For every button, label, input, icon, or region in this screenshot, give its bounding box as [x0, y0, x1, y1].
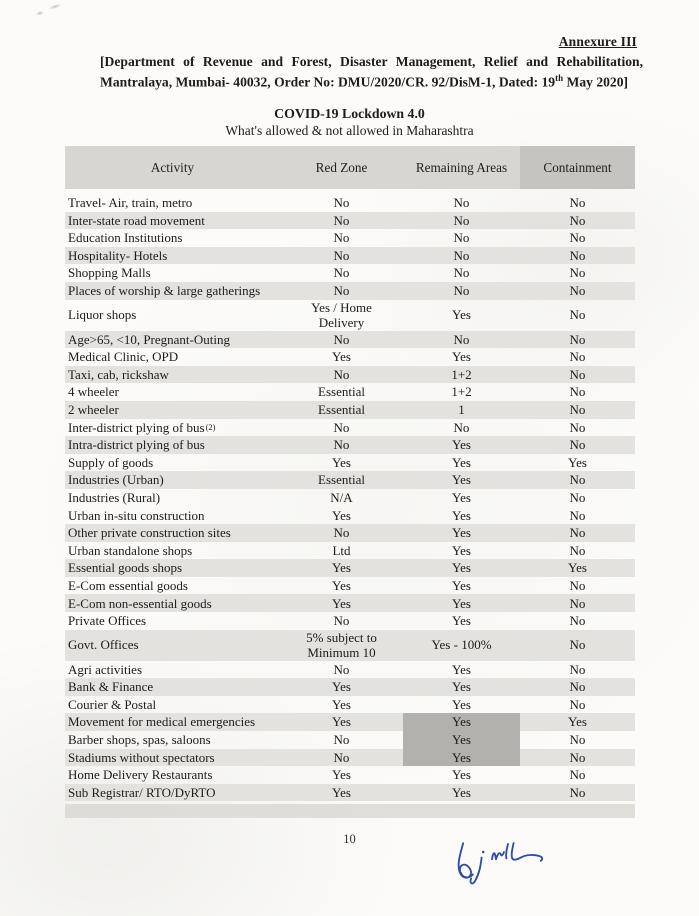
cell-red-zone: No: [333, 419, 350, 435]
column-header-activity: Activity: [150, 159, 195, 175]
cell-remaining-areas: No: [453, 195, 470, 211]
cell-containment: No: [569, 542, 586, 558]
table-row: [65, 612, 635, 630]
cell-remaining-areas: Yes: [452, 679, 471, 695]
cell-containment: Yes: [568, 560, 587, 576]
cell-red-zone: Yes: [332, 679, 351, 695]
cell-containment: No: [569, 401, 586, 417]
cell-red-zone: Essential: [318, 384, 365, 400]
cell-containment: No: [569, 489, 586, 505]
cell-remaining-areas: No: [453, 283, 470, 299]
cell-activity: Shopping Malls: [68, 265, 151, 281]
cell-red-zone: No: [333, 525, 350, 541]
cell-remaining-areas: Yes: [452, 454, 471, 470]
cell-containment: No: [569, 661, 586, 677]
cell-red-zone: Yes: [332, 560, 351, 576]
table-row: [65, 348, 635, 366]
cell-containment: No: [569, 679, 586, 695]
table-row: [65, 489, 635, 507]
column-header-remaining-areas: Remaining Areas: [415, 159, 508, 175]
cell-containment: No: [569, 577, 586, 593]
table-row: [65, 401, 635, 419]
department-order-text-tail: May 2020]: [563, 74, 629, 90]
cell-remaining-areas: Yes: [403, 749, 520, 767]
cell-activity: Essential goods shops: [68, 560, 183, 576]
cell-red-zone: No: [333, 749, 350, 765]
cell-activity: Age>65, <10, Pregnant-Outing: [68, 331, 230, 347]
cell-activity: Supply of goods: [68, 454, 154, 470]
cell-containment: No: [569, 437, 586, 453]
cell-activity: Courier & Postal: [68, 696, 157, 712]
cell-activity: Urban standalone shops: [68, 542, 193, 558]
cell-containment: No: [569, 366, 586, 382]
cell-red-zone: No: [333, 230, 350, 246]
cell-red-zone: No: [333, 283, 350, 299]
cell-activity: E-Com essential goods: [68, 577, 188, 593]
cell-activity: Private Offices: [68, 613, 147, 629]
cell-remaining-areas: No: [453, 247, 470, 263]
cell-red-zone: No: [333, 613, 350, 629]
cell-containment: No: [569, 419, 586, 435]
cell-activity: Travel- Air, train, metro: [68, 195, 193, 211]
cell-activity: Inter-district plying of bus (2): [68, 419, 216, 435]
cell-red-zone: No: [333, 195, 350, 211]
cell-activity: Places of worship & large gatherings: [68, 283, 261, 299]
cell-activity: Inter-state road movement: [68, 212, 205, 228]
scan-smudge-mark: [32, 0, 65, 24]
cell-remaining-areas: 1: [458, 401, 465, 417]
cell-activity: Other private construction sites: [68, 525, 231, 541]
cell-red-zone: No: [333, 732, 350, 748]
department-order-line: [100, 53, 643, 91]
table-row: [65, 577, 635, 595]
cell-red-zone: Essential: [318, 472, 365, 488]
cell-activity: Industries (Rural): [68, 489, 161, 505]
table-header-row: [65, 146, 635, 189]
cell-remaining-areas: Yes: [452, 595, 471, 611]
cell-remaining-areas: No: [453, 230, 470, 246]
table-bottom-band: [65, 804, 635, 818]
column-header-red-zone: Red Zone: [315, 159, 368, 175]
table-row: [65, 559, 635, 577]
cell-containment: No: [569, 732, 586, 748]
cell-activity: E-Com non-essential goods: [68, 595, 212, 611]
cell-red-zone: N/A: [330, 489, 353, 505]
table-row: [65, 731, 635, 749]
cell-containment: No: [569, 265, 586, 281]
table-row: [65, 300, 635, 331]
table-row: [65, 454, 635, 472]
cell-activity: Intra-district plying of bus: [68, 437, 205, 453]
cell-activity: Liquor shops: [68, 307, 137, 323]
cell-red-zone: No: [333, 661, 350, 677]
cell-red-zone: No: [333, 437, 350, 453]
cell-remaining-areas: Yes: [452, 307, 471, 323]
cell-activity: Urban in-situ construction: [68, 507, 205, 523]
table-row: [65, 696, 635, 714]
cell-activity: Home Delivery Restaurants: [68, 767, 213, 783]
cell-activity: Movement for medical emergencies: [68, 714, 256, 730]
cell-activity: Bank & Finance: [68, 679, 154, 695]
cell-activity: Barber shops, spas, saloons: [68, 732, 211, 748]
document-title: COVID-19 Lockdown 4.0: [274, 106, 425, 121]
cell-remaining-areas: Yes: [452, 437, 471, 453]
cell-containment: No: [569, 595, 586, 611]
cell-containment: Yes: [568, 454, 587, 470]
cell-activity: Agri activities: [68, 661, 143, 677]
cell-remaining-areas: 1+2: [451, 366, 472, 382]
table-row: [65, 331, 635, 349]
cell-activity: Stadiums without spectators: [68, 749, 215, 765]
table-row: [65, 419, 635, 437]
cell-red-zone: Yes / Home Delivery: [311, 299, 372, 331]
cell-red-zone: 5% subject to Minimum 10: [306, 629, 377, 661]
column-header-containment: Containment: [520, 146, 635, 189]
cell-red-zone: Yes: [332, 507, 351, 523]
cell-activity: Education Institutions: [68, 230, 183, 246]
cell-remaining-areas: Yes: [452, 661, 471, 677]
cell-containment: No: [569, 507, 586, 523]
table-row: [65, 383, 635, 401]
cell-activity: Medical Clinic, OPD: [68, 349, 179, 365]
cell-red-zone: Yes: [332, 577, 351, 593]
cell-red-zone: No: [333, 265, 350, 281]
cell-red-zone: Yes: [332, 714, 351, 730]
cell-remaining-areas: No: [453, 419, 470, 435]
cell-containment: No: [569, 784, 586, 800]
cell-red-zone: Ltd: [332, 542, 351, 558]
cell-activity: 2 wheeler: [68, 401, 119, 417]
table-body: [65, 194, 635, 801]
cell-remaining-areas: Yes: [452, 525, 471, 541]
date-ordinal-superscript: th: [555, 73, 564, 84]
cell-activity: Hospitality- Hotels: [68, 247, 168, 263]
cell-containment: No: [569, 230, 586, 246]
cell-containment: No: [569, 767, 586, 783]
cell-remaining-areas: Yes: [452, 784, 471, 800]
table-row: [65, 264, 635, 282]
cell-containment: No: [569, 307, 586, 323]
cell-red-zone: Essential: [318, 401, 365, 417]
cell-containment: No: [569, 749, 586, 765]
cell-red-zone: Yes: [332, 696, 351, 712]
cell-containment: No: [569, 283, 586, 299]
cell-remaining-areas: Yes: [452, 560, 471, 576]
cell-remaining-areas: Yes: [452, 696, 471, 712]
cell-activity: Govt. Offices: [68, 637, 139, 653]
cell-remaining-areas: No: [453, 212, 470, 228]
annexure-heading: Annexure III: [558, 34, 637, 49]
cell-activity: 4 wheeler: [68, 384, 119, 400]
cell-remaining-areas: Yes: [452, 349, 471, 365]
cell-remaining-areas: Yes: [452, 472, 471, 488]
table-row: [65, 436, 635, 454]
cell-containment: No: [569, 247, 586, 263]
cell-containment: No: [569, 384, 586, 400]
cell-containment: No: [569, 472, 586, 488]
cell-remaining-areas: Yes: [452, 613, 471, 629]
cell-remaining-areas: Yes: [403, 713, 520, 731]
table-row: [65, 524, 635, 542]
cell-remaining-areas: Yes: [452, 542, 471, 558]
cell-remaining-areas: Yes: [403, 731, 520, 749]
cell-activity: Taxi, cab, rickshaw: [68, 366, 169, 382]
cell-remaining-areas: Yes - 100%: [431, 637, 492, 653]
table-row: [65, 282, 635, 300]
table-row: [65, 630, 635, 661]
cell-red-zone: Yes: [332, 595, 351, 611]
table-row: [65, 507, 635, 525]
table-row: [65, 542, 635, 560]
table-row: [65, 713, 635, 731]
table-row: [65, 471, 635, 489]
footnote-superscript: (2): [205, 422, 216, 433]
cell-remaining-areas: Yes: [452, 577, 471, 593]
cell-remaining-areas: 1+2: [451, 384, 472, 400]
cell-remaining-areas: No: [453, 265, 470, 281]
table-row: [65, 229, 635, 247]
table-row: [65, 661, 635, 679]
cell-containment: No: [569, 349, 586, 365]
cell-red-zone: Yes: [332, 454, 351, 470]
cell-containment: No: [569, 696, 586, 712]
department-order-text: [Department of Revenue and Forest, Disaster Management, Relief and Rehabilitation, Mantralaya, Mumbai- 40032, Order No: DMU/2020/CR. 92/DisM-1, Dated: 19: [100, 54, 643, 90]
lockdown-rules-table: [65, 146, 635, 818]
cell-activity: Sub Registrar/ RTO/DyRTO: [68, 784, 216, 800]
table-row: [65, 366, 635, 384]
cell-containment: Yes: [568, 714, 587, 730]
table-row: [65, 247, 635, 265]
cell-containment: No: [569, 331, 586, 347]
document-subtitle: What's allowed & not allowed in Maharashtra: [225, 123, 474, 138]
cell-red-zone: No: [333, 212, 350, 228]
table-row: [65, 212, 635, 230]
cell-containment: No: [569, 637, 586, 653]
cell-red-zone: No: [333, 366, 350, 382]
table-row: [65, 784, 635, 802]
cell-remaining-areas: Yes: [452, 507, 471, 523]
cell-red-zone: Yes: [332, 784, 351, 800]
table-row: [65, 678, 635, 696]
cell-red-zone: No: [333, 247, 350, 263]
page-number: 10: [343, 832, 356, 846]
cell-remaining-areas: Yes: [452, 767, 471, 783]
cell-remaining-areas: No: [453, 331, 470, 347]
cell-red-zone: No: [333, 331, 350, 347]
handwritten-signature: [444, 828, 564, 908]
cell-containment: No: [569, 525, 586, 541]
cell-activity: Industries (Urban): [68, 472, 164, 488]
cell-containment: No: [569, 212, 586, 228]
table-row: [65, 594, 635, 612]
cell-containment: No: [569, 195, 586, 211]
table-row: [65, 766, 635, 784]
cell-red-zone: Yes: [332, 767, 351, 783]
table-row: [65, 749, 635, 767]
cell-remaining-areas: Yes: [452, 489, 471, 505]
table-row: [65, 194, 635, 212]
cell-containment: No: [569, 613, 586, 629]
cell-red-zone: Yes: [332, 349, 351, 365]
